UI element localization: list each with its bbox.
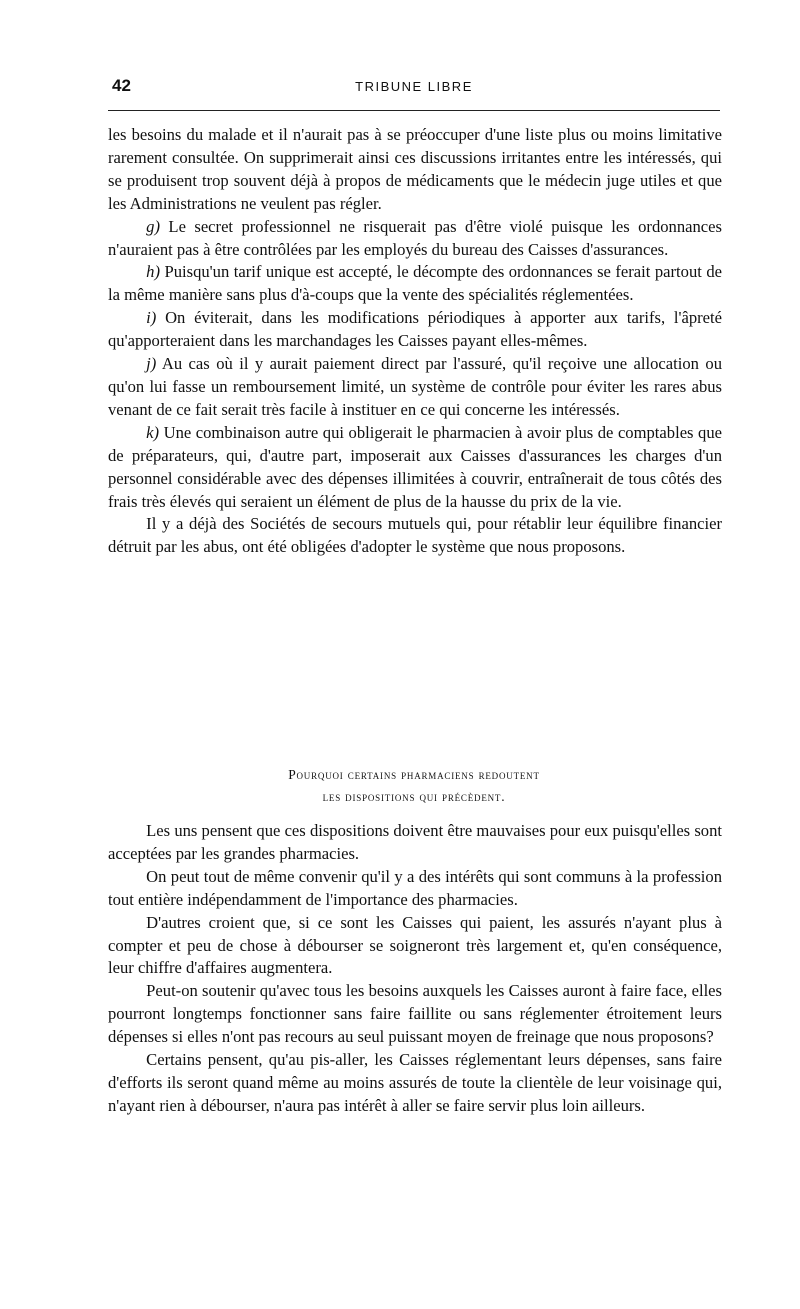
list-marker: g)	[146, 216, 160, 236]
paragraph-k	[108, 422, 722, 514]
paragraph-g	[108, 216, 722, 262]
paragraph-continuation	[108, 124, 722, 216]
paragraph: Les uns pensent que ces dispositions doivent être mauvaises pour eux puisqu'elles sont acceptées par les grandes pharmacies.	[108, 821, 722, 863]
paragraph-j	[108, 353, 722, 422]
paragraph-text: Une combinaison autre qui obligerait le pharmacien à avoir plus de comptables que de préparateurs, qui, d'autre part, imposerait aux Caisses d'assurances les charges d'un personnel considérable avec des dépenses illimitées à couvrir, entraînerait de tous côtés des frais très élevés qui seraient un élément de plus de la hausse du prix de la vie.	[108, 422, 722, 511]
paragraph: Peut-on soutenir qu'avec tous les besoins auxquels les Caisses auront à faire face, elles pourront longtemps fonctionner sans faire faillite ou sans réglementer étroitement leurs dépenses si elles n'ont pas recours au seul puissant moyen de freinage que nous proposons?	[108, 981, 722, 1047]
paragraph: Certains pensent, qu'au pis-aller, les Caisses réglementant leurs dépenses, sans faire d'efforts ils seront quand même au moins assurés de toute la clientèle de leur voisinage qui, n'ayant rien à débourser, n'aura pas intérêt à aller se faire servir plus loin ailleurs.	[108, 1050, 722, 1115]
paragraph-i	[108, 307, 722, 353]
section-heading	[108, 764, 720, 808]
paragraph: On peut tout de même convenir qu'il y a des intérêts qui sont communs à la profession tout entière indépendamment de l'importance des pharmacies.	[108, 866, 722, 909]
page-header	[108, 76, 720, 100]
body-text-top	[108, 124, 722, 559]
list-marker: k)	[146, 422, 160, 442]
paragraph-text: Au cas où il y aurait paiement direct par l'assuré, qu'il reçoive une allocation ou qu'on lui fasse un remboursement limité, un système de contrôle pour éviter les rares abus venant de ce fait serait très facile à instituer en ce qui concerne les intéressés.	[108, 354, 722, 419]
section-heading-line-1: Pourquoi certains pharmaciens redoutent	[288, 767, 540, 782]
paragraph-text: On éviterait, dans les modifications périodiques à apporter aux tarifs, l'âpreté qu'apporteraient dans les marchandages les Caisses payant elles-mêmes.	[108, 308, 722, 351]
paragraph: D'autres croient que, si ce sont les Caisses qui paient, les assurés n'ayant plus à compter et peu de chose à débourser se soigneront très largement et, qu'en conséquence, leur chiffre d'affaires augmentera.	[108, 912, 722, 978]
paragraph-text: Puisqu'un tarif unique est accepté, le décompte des ordonnances se ferait partout de la même manière sans plus d'à-coups que la vente des spécialités réglementées.	[108, 262, 722, 305]
list-marker: h)	[146, 262, 160, 282]
section-heading-line-2: les dispositions qui précèdent.	[322, 789, 506, 804]
paragraph-text: Il y a déjà des Sociétés de secours mutuels qui, pour rétablir leur équilibre financier détruit par les abus, ont été obligées d'adopter le système que nous proposons.	[108, 514, 722, 557]
running-title: TRIBUNE LIBRE	[355, 79, 473, 94]
list-marker: j)	[146, 354, 157, 374]
paragraph-h	[108, 261, 722, 307]
list-marker: i)	[146, 308, 157, 328]
paragraph-text: les besoins du malade et il n'aurait pas à se préoccuper d'une liste plus ou moins limitative rarement consultée. On supprimerait ainsi ces discussions irritantes entre les intéressés, qui se produisent trop souvent déjà à propos de médicaments que le médecin juge utiles et que les Administrations ne veulent pas régler.	[108, 125, 722, 213]
page-number: 42	[112, 76, 131, 95]
body-text-bottom	[108, 820, 722, 1118]
paragraph-societes	[108, 513, 722, 559]
header-rule	[108, 110, 720, 111]
paragraph-text: Le secret professionnel ne risquerait pas d'être violé puisque les ordonnances n'auraient pas à être contrôlées par les employés du bureau des Caisses d'assurances.	[108, 216, 722, 259]
